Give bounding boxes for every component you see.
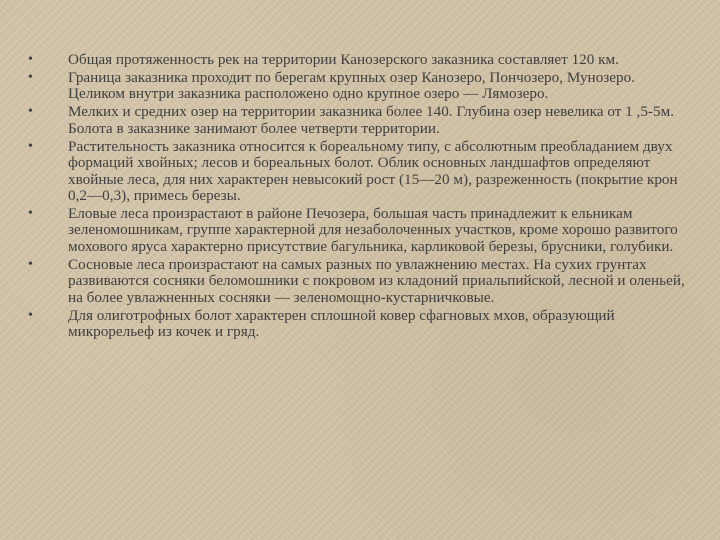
bullet-text: Мелких и средних озер на территории заказника более 140. Глубина озер невелика от 1 ,5-5м. Болота в заказнике занимают более четверти территории. — [68, 103, 674, 137]
bullet-dot-icon: • — [28, 104, 33, 120]
bullet-text: Для олиготрофных болот характерен сплошной ковер сфагновых мхов, образующий микрорельеф из кочек и гряд. — [68, 306, 615, 341]
bullet-text: Еловые леса произрастают в районе Печозера, большая часть принадлежит к ельникам зеленомошникам, группе характерной для незаболоченных участков, кроме хорошо развитого мохового яруса характерно присутствие багульника, карликовой березы, брусники, голубики. — [68, 205, 678, 255]
bullet-item — [28, 257, 688, 306]
bullet-item — [28, 206, 688, 255]
bullet-text: Граница заказника проходит по берегам крупных озер Канозеро, Пончозеро, Мунозеро. Целиком внутри заказника расположено одно крупное озеро — Лямозеро. — [68, 69, 636, 103]
bullet-item — [28, 139, 688, 205]
bullet-text: Сосновые леса произрастают на самых разных по увлажнению местах. На сухих грунтах развиваются сосняки беломошники с покровом из кладоний приальпийской, лесной и оленьей, на более увлажненных сосняки — зеленомощно-кустарничковые. — [68, 255, 685, 306]
bullet-dot-icon: • — [28, 70, 33, 85]
bullet-list — [28, 52, 688, 342]
bullet-dot-icon: • — [28, 52, 33, 67]
bullet-dot-icon: • — [28, 256, 33, 272]
bullet-item — [28, 308, 688, 341]
bullet-dot-icon: • — [28, 307, 33, 323]
bullet-dot-icon: • — [28, 206, 33, 222]
bullet-dot-icon: • — [28, 138, 33, 154]
bullet-text: Растительность заказника относится к бореальному типу, с абсолютным преобладанием двух формаций хвойных; лесов и бореальных болот. Облик основных ландшафтов определяют хвойные леса, для них характерен невысокий рост (15—20 м), разреженность (покрытие крон 0,2—0,3), примесь березы. — [68, 137, 678, 205]
bullet-item — [28, 70, 688, 103]
bullet-text: Общая протяженность рек на территории Канозерского заказника составляет 120 км. — [68, 51, 619, 68]
bullet-item — [28, 52, 688, 68]
bullet-item — [28, 104, 688, 137]
